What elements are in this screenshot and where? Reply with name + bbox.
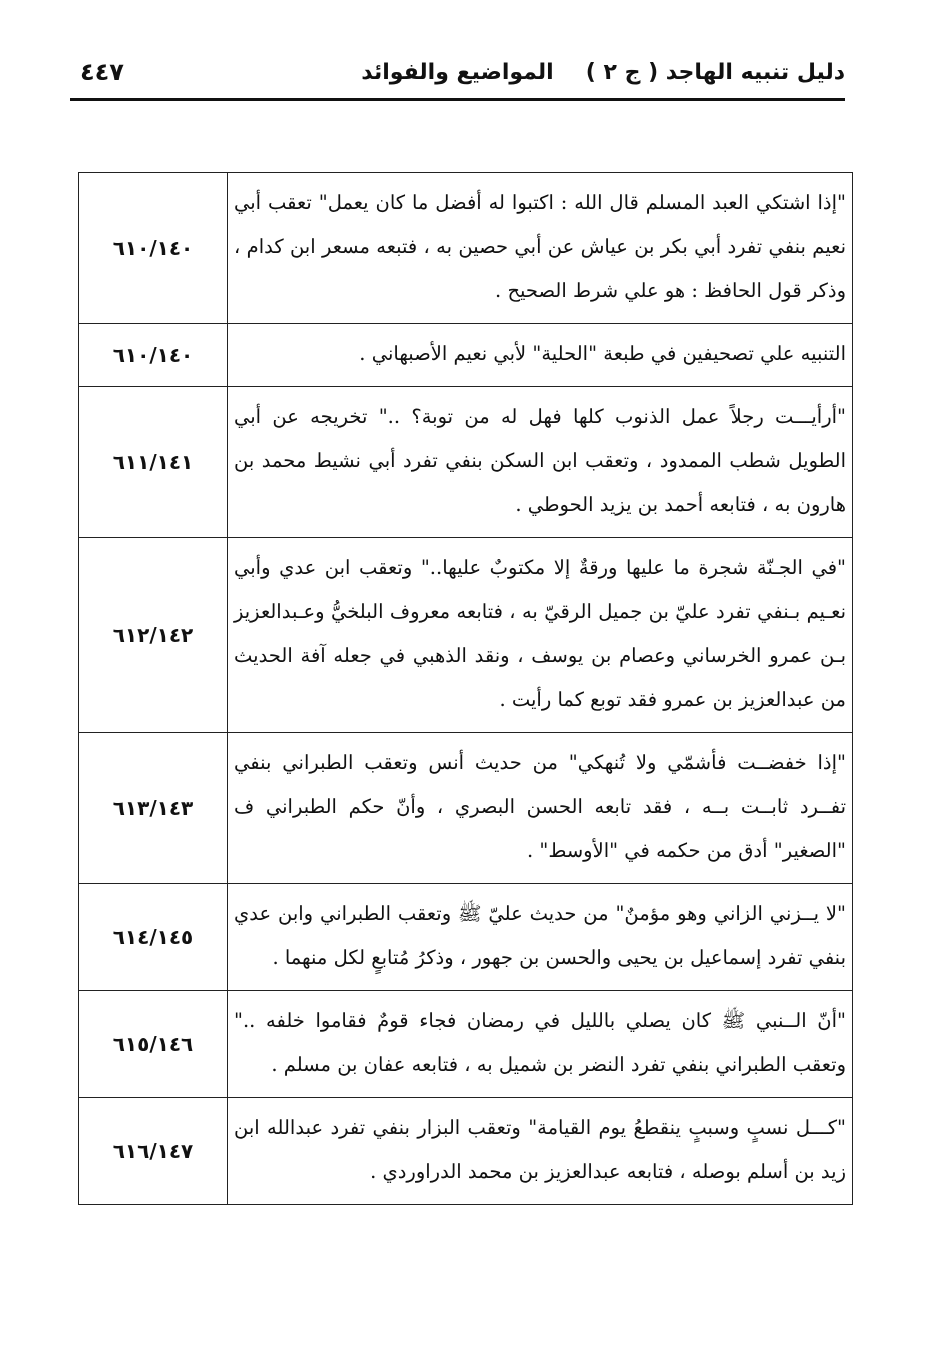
entry-description: "أنّ الــنبي ﷺ كان يصلي بالليل في رمضان فجاء قومٌ فقاموا خلفه .." وتعقب الطبراني بنفي تفرد النضر بن شميل به ، فتابعه عفان بن مسلم . xyxy=(228,991,853,1098)
entry-reference: ٦١٣/١٤٣ xyxy=(79,733,228,884)
page-header xyxy=(70,48,845,101)
entry-reference: ٦١٦/١٤٧ xyxy=(79,1098,228,1205)
entry-reference: ٦١٥/١٤٦ xyxy=(79,991,228,1098)
table-row xyxy=(79,991,853,1098)
table-row xyxy=(79,387,853,538)
entry-description: "في الجـنّة شجرة ما عليها ورقةٌ إلا مكتوبٌ عليها.." وتعقب ابن عدي وأبي نعـيم بـنفي تفرد عليّ بن جميل الرقيّ به ، فتابعه معروف البلخيُّ وعـبدالعزيز بـن عمرو الخرساني وعصام بن يوسف ، ونقد الذهبي في جعله آفة الحديث من عبدالعزيز بن عمرو فقد توبع كما رأيت . xyxy=(228,538,853,733)
index-table xyxy=(78,172,853,1205)
entry-reference: ٦١١/١٤١ xyxy=(79,387,228,538)
entry-reference: ٦١٢/١٤٢ xyxy=(79,538,228,733)
table-row xyxy=(79,733,853,884)
entry-description: "لا يــزني الزاني وهو مؤمنٌ" من حديث عليّ ﷺ وتعقب الطبراني وابن عدي بنفي تفرد إسماعيل بن يحيى والحسن بن جهور ، وذكرُ مُتابعٍ لكل منهما . xyxy=(228,884,853,991)
table-row xyxy=(79,324,853,387)
page-number: ٤٤٧ xyxy=(80,58,124,86)
table-row xyxy=(79,1098,853,1205)
entry-description: "أرأيـــت رجلاً عمل الذنوب كلها فهل له من توبة؟ .." تخريجه عن أبي الطويل شطب الممدود ، وتعقب ابن السكن بنفي تفرد أبي نشيط محمد بن هارون به ، فتابعه أحمد بن يزيد الحوطي . xyxy=(228,387,853,538)
table-row xyxy=(79,538,853,733)
entry-description: "إذا اشتكي العبد المسلم قال الله : اكتبوا له أفضل ما كان يعمل" تعقب أبي نعيم بنفي تفرد أبي بكر بن عياش عن أبي حصين به ، فتبعه مسعر ابن كدام ، وذكر قول الحافظ : هو علي شرط الصحيح . xyxy=(228,173,853,324)
table-row xyxy=(79,173,853,324)
entry-description: "كـــل نسبٍ وسببٍ ينقطعُ يوم القيامة" وتعقب البزار بنفي تفرد عبدالله ابن زيد بن أسلم بوصله ، فتابعه عبدالعزيز بن محمد الدراوردي . xyxy=(228,1098,853,1205)
entry-reference: ٦١٠/١٤٠ xyxy=(79,324,228,387)
entry-description: "إذا خفضــت فأشمّي ولا تُنهكي" من حديث أنس وتعقب الطبراني بنفي تفــرد ثابــت بــه ، فقد تابعه الحسن البصري ، وأنّ حكم الطبراني ف "الصغير" أدق من حكمه في "الأوسط" . xyxy=(228,733,853,884)
book-title: دليل تنبيه الهاجد ( ج ٢ ) xyxy=(585,60,845,85)
entry-reference: ٦١٤/١٤٥ xyxy=(79,884,228,991)
entry-description: التنبيه علي تصحيفين في طبعة "الحلية" لأبي نعيم الأصبهاني . xyxy=(228,324,853,387)
table-row xyxy=(79,884,853,991)
section-title: المواضيع والفوائد xyxy=(361,60,554,85)
entry-reference: ٦١٠/١٤٠ xyxy=(79,173,228,324)
